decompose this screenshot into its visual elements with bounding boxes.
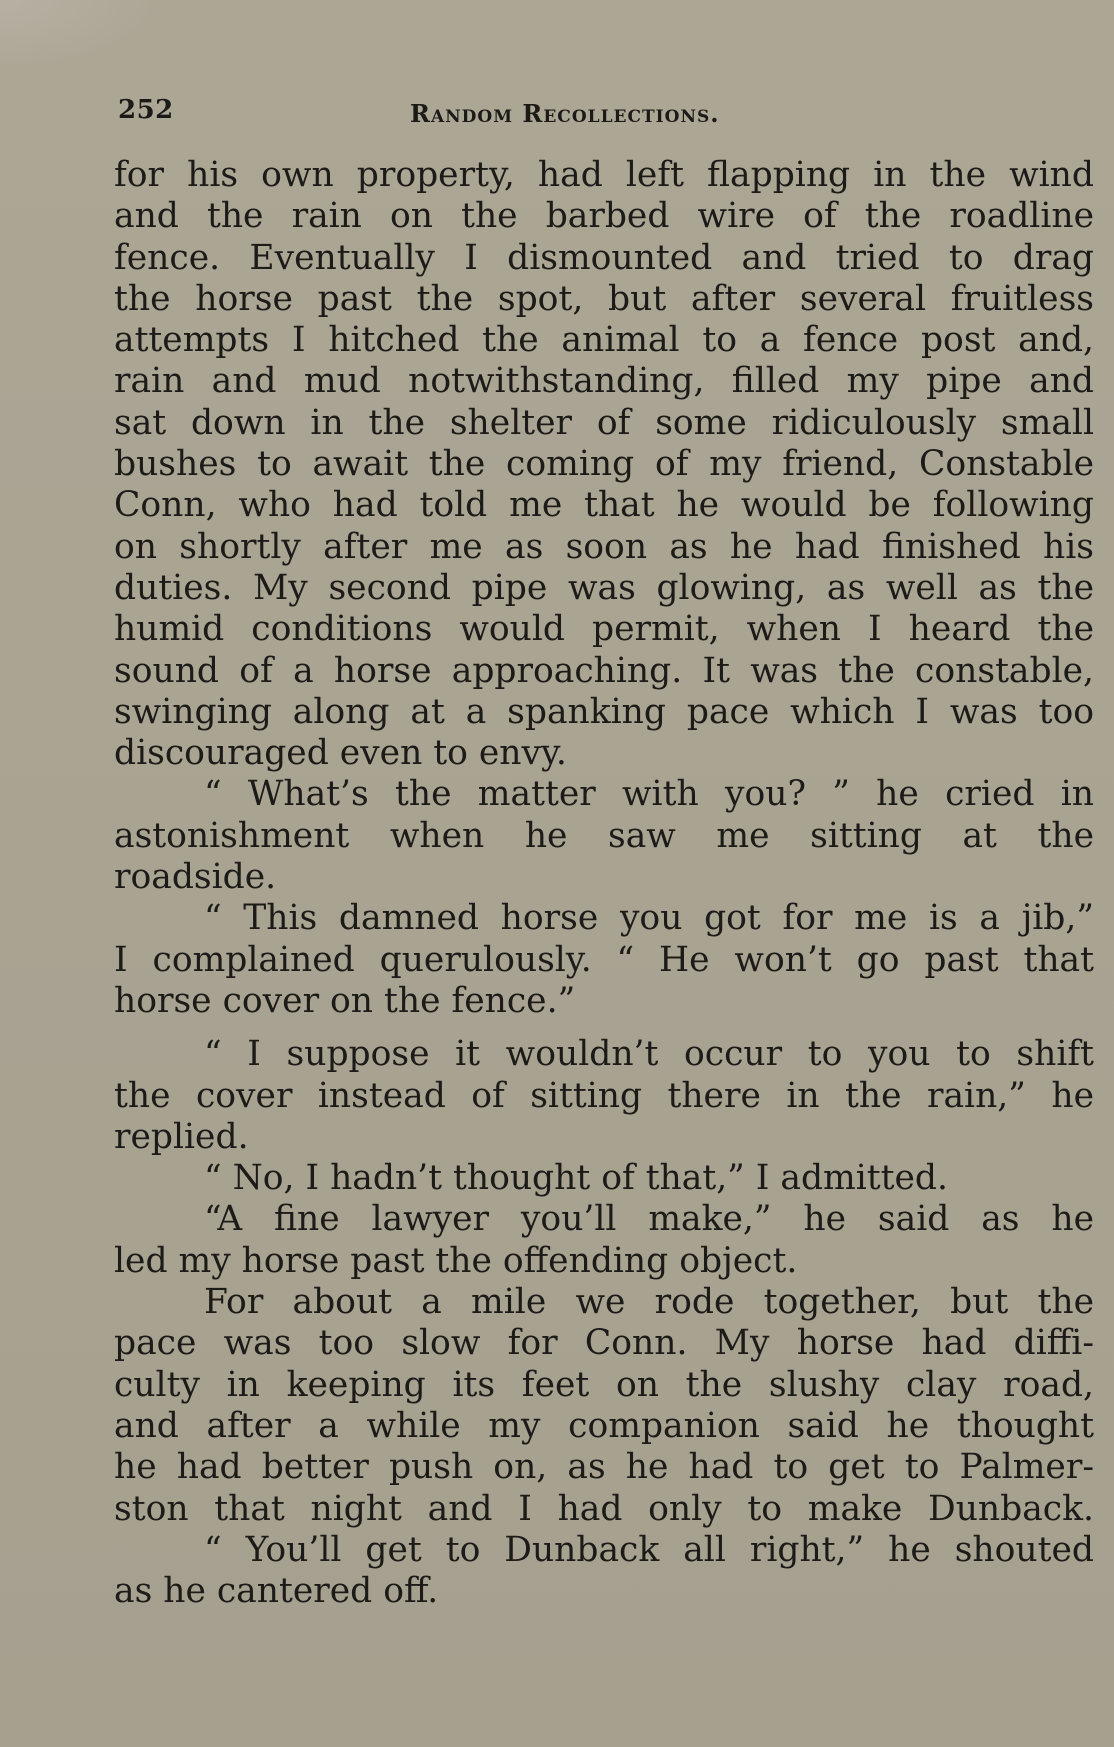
text-line: sat down in the shelter of some ridiculously small — [114, 402, 1094, 443]
page-corner-discoloration — [0, 0, 160, 70]
running-title: Random Recollections. — [410, 99, 720, 128]
text-line: “ I suppose it wouldn’t occur to you to shift — [204, 1034, 1094, 1075]
text-line: “A fine lawyer you’ll make,” he said as he — [204, 1199, 1094, 1240]
text-line: “ You’ll get to Dunback all right,” he shouted — [204, 1529, 1094, 1570]
text-line: discouraged even to envy. — [114, 733, 567, 774]
text-line: he had better push on, as he had to get to Palmer- — [114, 1447, 1094, 1488]
text-line: “ What’s the matter with you? ” he cried in — [204, 774, 1094, 815]
text-line: and after a while my companion said he thought — [114, 1405, 1094, 1446]
text-line: sound of a horse approaching. It was the constable, — [114, 650, 1094, 691]
text-line: I complained querulously. “ He won’t go past that — [114, 939, 1094, 980]
text-line: on shortly after me as soon as he had finished his — [114, 526, 1094, 567]
text-line: the horse past the spot, but after several fruitless — [114, 278, 1094, 319]
text-line: “ This damned horse you got for me is a jib,” — [204, 898, 1094, 939]
text-line: rain and mud notwithstanding, filled my pipe and — [114, 361, 1094, 402]
text-line: For about a mile we rode together, but the — [204, 1282, 1094, 1323]
text-line: the cover instead of sitting there in the rain,” he — [114, 1075, 1094, 1116]
text-line: horse cover on the fence.” — [114, 980, 576, 1021]
text-line: bushes to await the coming of my friend, Constable — [114, 444, 1094, 485]
text-line: culty in keeping its feet on the slushy clay road, — [114, 1364, 1094, 1405]
text-line: as he cantered off. — [114, 1571, 439, 1612]
body-text — [114, 155, 1094, 1612]
text-line: ston that night and I had only to make Dunback. — [114, 1488, 1094, 1529]
paragraph-gap — [114, 1022, 1094, 1034]
text-line: fence. Eventually I dismounted and tried to drag — [114, 237, 1094, 278]
text-line: swinging along at a spanking pace which I was too — [114, 691, 1094, 732]
running-head — [118, 95, 1018, 135]
page-number: 252 — [118, 95, 174, 125]
text-line: led my horse past the offending object. — [114, 1240, 798, 1281]
text-line: for his own property, had left flapping in the wind — [114, 155, 1094, 195]
text-line: pace was too slow for Conn. My horse had diffi- — [114, 1323, 1094, 1364]
text-line: duties. My second pipe was glowing, as well as the — [114, 567, 1094, 608]
text-line: humid conditions would permit, when I heard the — [114, 609, 1094, 650]
text-line: “ No, I hadn’t thought of that,” I admitted. — [204, 1158, 948, 1199]
text-line: roadside. — [114, 857, 277, 898]
text-line: Conn, who had told me that he would be following — [114, 485, 1094, 526]
text-line: astonishment when he saw me sitting at the — [114, 815, 1094, 856]
text-line: attempts I hitched the animal to a fence post and, — [114, 320, 1094, 361]
text-line: and the rain on the barbed wire of the roadline — [114, 196, 1094, 237]
text-line: replied. — [114, 1116, 249, 1157]
